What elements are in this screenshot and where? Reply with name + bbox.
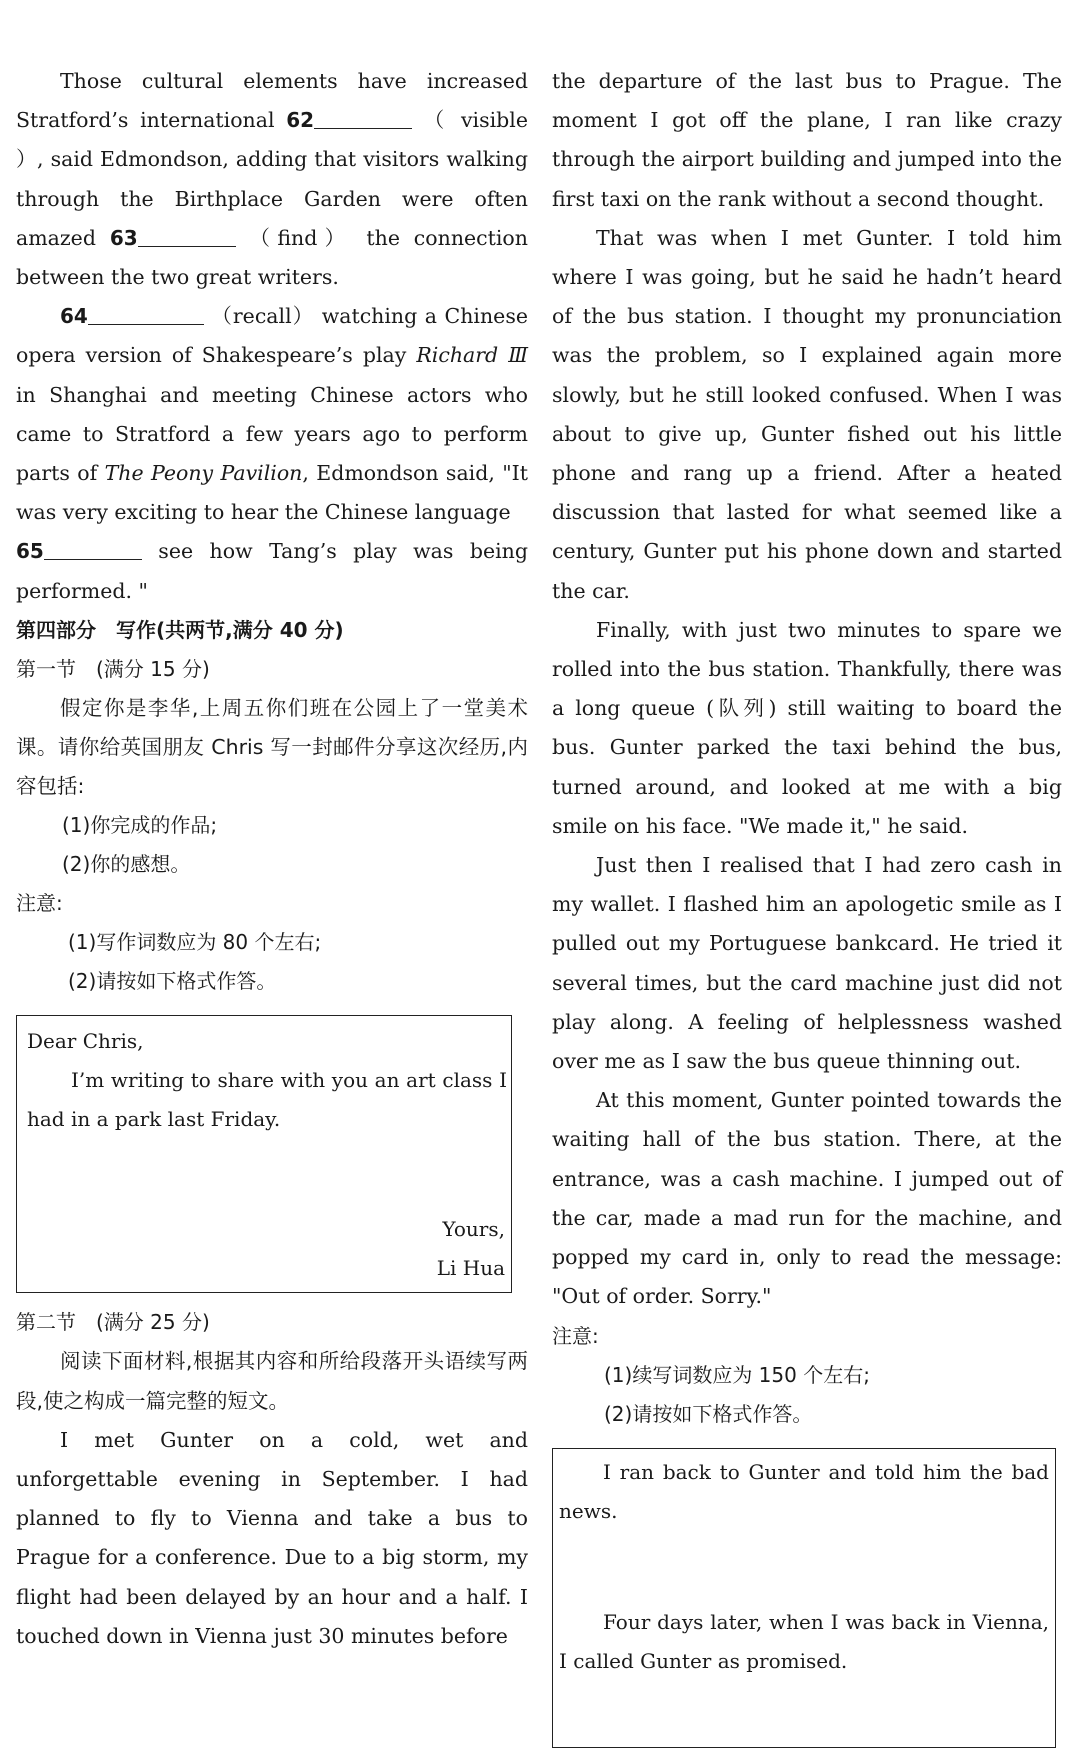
part-title: 第四部分 写作(共两节,满分 40 分): [16, 617, 344, 642]
continuation-answer-box[interactable]: [552, 1448, 1056, 1748]
passage-paragraph: [16, 532, 528, 610]
play-title: The Peony Pavilion: [104, 461, 303, 486]
note-item: (2)请按如下格式作答。: [604, 1401, 813, 1426]
question-number: 64: [60, 304, 88, 329]
continuation-opening-2: Four days later, when I was back in Vienna, I called Gunter as promised.: [559, 1609, 1049, 1673]
task-item: (1)你完成的作品;: [62, 813, 218, 838]
answer-blank[interactable]: [44, 537, 142, 560]
letter-answer-box[interactable]: [16, 1015, 512, 1293]
answer-blank[interactable]: [88, 302, 204, 325]
passage-text: see how Tang’s play was being performed. ": [16, 539, 528, 603]
task-prompt: 假定你是李华,上周五你们班在公园上了一堂美术课。请你给英国朋友 Chris 写一封邮件分享这次经历,内容包括:: [16, 695, 528, 799]
left-column: [16, 62, 528, 1656]
story-paragraph: the departure of the last bus to Prague. The moment I got off the plane, I ran like crazy through the airport building and jumped into the first taxi on the rank without a second thought.: [552, 69, 1062, 211]
continuation-opening-1: I ran back to Gunter and told him the bad news.: [559, 1459, 1049, 1523]
letter-closing: Yours,: [442, 1217, 505, 1242]
section-title: 第二节 (满分 25 分): [16, 1310, 210, 1335]
answer-blank[interactable]: [314, 106, 412, 129]
passage-text: watching a Chinese opera version of Shakespeare’s play: [16, 304, 528, 368]
play-title: Richard Ⅲ: [416, 343, 528, 368]
hint-word: （find）: [249, 225, 353, 250]
story-paragraph: That was when I met Gunter. I told him where I was going, but he said he hadn’t heard of the bus station. I thought my pronunciation was the problem, so I explained again more slowly, but he still looked confused. When I was about to give up, Gunter fished out his little phone and rang up a friend. After a heated discussion that lasted for what seemed like a century, Gunter put his phone down and started the car.: [552, 225, 1062, 603]
section-title: 第一节 (满分 15 分): [16, 656, 210, 681]
note-label: 注意:: [552, 1323, 599, 1348]
passage-text: Those cultural elements have increased Stratford’s international: [16, 69, 528, 133]
question-number: 65: [16, 539, 44, 564]
task-item: (2)你的感想。: [62, 852, 191, 877]
note-item: (1)续写词数应为 150 个左右;: [604, 1362, 870, 1387]
answer-blank[interactable]: [138, 224, 236, 247]
passage-text: said Edmondson, adding that visitors walking through the Birthplace Garden were often amazed: [16, 147, 528, 250]
passage-paragraph: [16, 62, 528, 297]
story-paragraph: Finally, with just two minutes to spare we rolled into the bus station. Thankfully, there was a long queue (队列) still waiting to board the bus. Gunter parked the taxi behind the bus, turned around, and looked at me with a big smile on his face. "We made it," he said.: [552, 617, 1062, 838]
passage-text: in Shanghai and meeting Chinese actors who came to Stratford a few years ago to perform parts of: [16, 382, 528, 486]
question-number: 62: [286, 108, 315, 133]
story-paragraph: Just then I realised that I had zero cash in my wallet. I flashed him an apologetic smile as I pulled out my Portuguese bankcard. He tried it several times, but the card machine just did not play along. A feeling of helplessness washed over me as I saw the bus queue thinning out.: [552, 853, 1062, 1074]
passage-text: the connection between the two great writers.: [16, 225, 528, 290]
hint-word: （recall）: [211, 304, 315, 329]
letter-opening: I’m writing to share with you an art class I had in a park last Friday.: [27, 1068, 507, 1132]
letter-greeting: Dear Chris,: [27, 1029, 144, 1054]
passage-paragraph: [16, 297, 528, 532]
story-paragraph: I met Gunter on a cold, wet and unforgettable evening in September. I had planned to fly to Vienna and take a bus to Prague for a conference. Due to a big storm, my flight had been delayed by an hour and a half. I touched down in Vienna just 30 minutes before: [16, 1427, 528, 1648]
note-item: (1)写作词数应为 80 个左右;: [68, 930, 322, 955]
right-column: [552, 62, 1062, 1748]
story-paragraph: At this moment, Gunter pointed towards the waiting hall of the bus station. There, at the entrance, was a cash machine. I jumped out of the car, made a mad run for the machine, and popped my card in, only to read the message: "Out of order. Sorry.": [552, 1088, 1062, 1309]
task-prompt: 阅读下面材料,根据其内容和所给段落开头语续写两段,使之构成一篇完整的短文。: [16, 1349, 528, 1413]
note-item: (2)请按如下格式作答。: [68, 969, 277, 994]
note-label: 注意:: [16, 891, 63, 916]
question-number: 63: [109, 225, 138, 250]
hint-word: （ visible ）,: [16, 108, 528, 172]
passage-text: , Edmondson said, "It was very exciting to hear the Chinese language: [16, 461, 528, 525]
letter-signature: Li Hua: [436, 1256, 505, 1281]
